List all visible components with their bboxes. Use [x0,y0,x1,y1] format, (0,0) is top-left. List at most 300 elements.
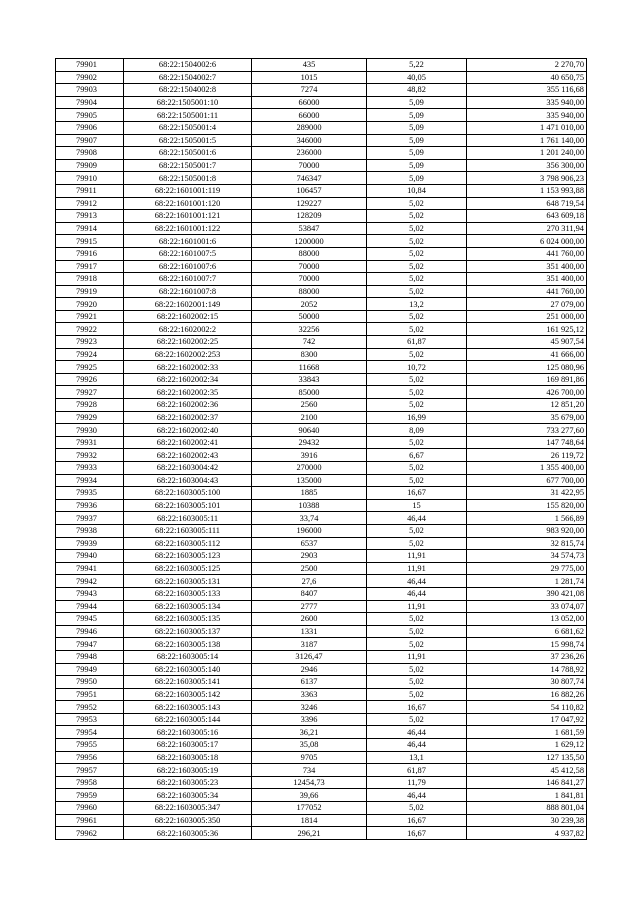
value-cell: 426 700,00 [467,386,587,399]
area-cell: 135000 [252,474,367,487]
table-row [56,121,587,134]
area-cell: 3126,47 [252,650,367,663]
area-cell: 2946 [252,663,367,676]
cadastral-number-cell: 68:22:1603005:34 [124,789,252,802]
rate-cell: 5,09 [367,121,467,134]
area-cell: 27,6 [252,575,367,588]
rate-cell: 61,87 [367,336,467,349]
table-row [56,688,587,701]
area-cell: 742 [252,336,367,349]
area-cell: 8407 [252,587,367,600]
row-number-cell: 79935 [56,487,124,500]
table-row [56,247,587,260]
row-number-cell: 79932 [56,449,124,462]
area-cell: 29432 [252,436,367,449]
rate-cell: 46,44 [367,575,467,588]
row-number-cell: 79921 [56,310,124,323]
table-row [56,676,587,689]
cadastral-number-cell: 68:22:1603005:101 [124,499,252,512]
cadastral-number-cell: 68:22:1504002:7 [124,71,252,84]
cadastral-number-cell: 68:22:1603005:100 [124,487,252,500]
row-number-cell: 79947 [56,638,124,651]
table-row [56,575,587,588]
cadastral-number-cell: 68:22:1603005:140 [124,663,252,676]
row-number-cell: 79938 [56,524,124,537]
cadastral-number-cell: 68:22:1603005:131 [124,575,252,588]
table-row [56,222,587,235]
table-row [56,827,587,840]
row-number-cell: 79944 [56,600,124,613]
table-row [56,336,587,349]
area-cell: 3187 [252,638,367,651]
cadastral-number-cell: 68:22:1603005:125 [124,562,252,575]
value-cell: 34 574,73 [467,550,587,563]
area-cell: 32256 [252,323,367,336]
rate-cell: 5,02 [367,323,467,336]
rate-cell: 5,09 [367,109,467,122]
cadastral-number-cell: 68:22:1601007:8 [124,285,252,298]
table-row [56,524,587,537]
row-number-cell: 79946 [56,625,124,638]
rate-cell: 5,02 [367,285,467,298]
value-cell: 1 681,59 [467,726,587,739]
rate-cell: 5,02 [367,688,467,701]
row-number-cell: 79960 [56,802,124,815]
value-cell: 351 400,00 [467,260,587,273]
cadastral-number-cell: 68:22:1601001:121 [124,210,252,223]
table-row [56,260,587,273]
row-number-cell: 79903 [56,84,124,97]
table-row [56,550,587,563]
area-cell: 66000 [252,96,367,109]
table-row [56,613,587,626]
rate-cell: 5,02 [367,310,467,323]
cadastral-number-cell: 68:22:1602002:41 [124,436,252,449]
rate-cell: 5,22 [367,59,467,72]
rate-cell: 16,67 [367,814,467,827]
rate-cell: 16,67 [367,487,467,500]
value-cell: 41 666,00 [467,348,587,361]
cadastral-number-cell: 68:22:1603004:43 [124,474,252,487]
value-cell: 17 047,92 [467,713,587,726]
cadastral-number-cell: 68:22:1603005:133 [124,587,252,600]
value-cell: 45 907,54 [467,336,587,349]
table-row [56,449,587,462]
row-number-cell: 79950 [56,676,124,689]
row-number-cell: 79912 [56,197,124,210]
area-cell: 50000 [252,310,367,323]
value-cell: 648 719,54 [467,197,587,210]
cadastral-number-cell: 68:22:1602002:40 [124,424,252,437]
value-cell: 2 270,70 [467,59,587,72]
value-cell: 1 201 240,00 [467,147,587,160]
cadastral-number-cell: 68:22:1602002:37 [124,411,252,424]
row-number-cell: 79940 [56,550,124,563]
row-number-cell: 79918 [56,273,124,286]
area-cell: 3246 [252,701,367,714]
value-cell: 13 052,00 [467,613,587,626]
rate-cell: 16,99 [367,411,467,424]
rate-cell: 11,91 [367,562,467,575]
rate-cell: 11,91 [367,650,467,663]
area-cell: 2560 [252,399,367,412]
table-row [56,310,587,323]
table-row [56,373,587,386]
value-cell: 169 891,86 [467,373,587,386]
row-number-cell: 79904 [56,96,124,109]
value-cell: 335 940,00 [467,96,587,109]
table-row [56,499,587,512]
rate-cell: 5,09 [367,147,467,160]
rate-cell: 5,02 [367,260,467,273]
value-cell: 1 629,12 [467,739,587,752]
area-cell: 90640 [252,424,367,437]
area-cell: 2600 [252,613,367,626]
area-cell: 346000 [252,134,367,147]
table-row [56,436,587,449]
value-cell: 15 998,74 [467,638,587,651]
value-cell: 127 135,50 [467,751,587,764]
row-number-cell: 79919 [56,285,124,298]
cadastral-number-cell: 68:22:1601001:6 [124,235,252,248]
area-cell: 2052 [252,298,367,311]
value-cell: 155 820,00 [467,499,587,512]
cadastral-number-cell: 68:22:1602002:34 [124,373,252,386]
rate-cell: 5,02 [367,197,467,210]
rate-cell: 61,87 [367,764,467,777]
table-row [56,424,587,437]
row-number-cell: 79955 [56,739,124,752]
table-row [56,776,587,789]
table-row [56,487,587,500]
row-number-cell: 79931 [56,436,124,449]
area-cell: 12454,73 [252,776,367,789]
table-row [56,713,587,726]
cadastral-number-cell: 68:22:1603005:134 [124,600,252,613]
table-row [56,814,587,827]
value-cell: 356 300,00 [467,159,587,172]
rate-cell: 5,02 [367,273,467,286]
rate-cell: 5,02 [367,676,467,689]
row-number-cell: 79907 [56,134,124,147]
rate-cell: 10,72 [367,361,467,374]
area-cell: 128209 [252,210,367,223]
cadastral-number-cell: 68:22:1603005:19 [124,764,252,777]
rate-cell: 5,02 [367,474,467,487]
table-body [56,59,587,840]
value-cell: 1 761 140,00 [467,134,587,147]
value-cell: 54 110,82 [467,701,587,714]
cadastral-number-cell: 68:22:1603005:23 [124,776,252,789]
rate-cell: 11,91 [367,600,467,613]
row-number-cell: 79927 [56,386,124,399]
value-cell: 45 412,58 [467,764,587,777]
rate-cell: 5,09 [367,134,467,147]
value-cell: 125 080,96 [467,361,587,374]
area-cell: 3396 [252,713,367,726]
value-cell: 3 798 906,23 [467,172,587,185]
value-cell: 31 422,95 [467,487,587,500]
area-cell: 236000 [252,147,367,160]
cadastral-number-cell: 68:22:1603005:138 [124,638,252,651]
area-cell: 6137 [252,676,367,689]
cadastral-number-cell: 68:22:1603005:135 [124,613,252,626]
table-row [56,235,587,248]
area-cell: 66000 [252,109,367,122]
area-cell: 85000 [252,386,367,399]
area-cell: 2500 [252,562,367,575]
table-row [56,751,587,764]
cadastral-value-table [55,58,587,840]
row-number-cell: 79911 [56,184,124,197]
table-row [56,96,587,109]
row-number-cell: 79905 [56,109,124,122]
row-number-cell: 79926 [56,373,124,386]
row-number-cell: 79962 [56,827,124,840]
table-row [56,462,587,475]
rate-cell: 5,02 [367,625,467,638]
area-cell: 2777 [252,600,367,613]
row-number-cell: 79929 [56,411,124,424]
area-cell: 33843 [252,373,367,386]
value-cell: 30 239,38 [467,814,587,827]
rate-cell: 5,02 [367,210,467,223]
cadastral-number-cell: 68:22:1603004:42 [124,462,252,475]
cadastral-number-cell: 68:22:1602002:35 [124,386,252,399]
cadastral-number-cell: 68:22:1505001:5 [124,134,252,147]
rate-cell: 5,02 [367,663,467,676]
value-cell: 1 841,81 [467,789,587,802]
cadastral-number-cell: 68:22:1603005:11 [124,512,252,525]
cadastral-number-cell: 68:22:1505001:11 [124,109,252,122]
rate-cell: 5,02 [367,802,467,815]
area-cell: 177052 [252,802,367,815]
area-cell: 289000 [252,121,367,134]
row-number-cell: 79949 [56,663,124,676]
area-cell: 10388 [252,499,367,512]
table-row [56,210,587,223]
area-cell: 746347 [252,172,367,185]
rate-cell: 13,1 [367,751,467,764]
table-row [56,348,587,361]
value-cell: 161 925,12 [467,323,587,336]
area-cell: 1331 [252,625,367,638]
value-cell: 33 074,07 [467,600,587,613]
row-number-cell: 79941 [56,562,124,575]
table-row [56,726,587,739]
area-cell: 435 [252,59,367,72]
cadastral-number-cell: 68:22:1602002:25 [124,336,252,349]
value-cell: 643 609,18 [467,210,587,223]
document-table-container [55,58,586,840]
area-cell: 70000 [252,260,367,273]
rate-cell: 11,91 [367,550,467,563]
area-cell: 53847 [252,222,367,235]
row-number-cell: 79937 [56,512,124,525]
cadastral-number-cell: 68:22:1603005:137 [124,625,252,638]
rate-cell: 46,44 [367,726,467,739]
area-cell: 1814 [252,814,367,827]
row-number-cell: 79945 [56,613,124,626]
rate-cell: 5,02 [367,399,467,412]
area-cell: 88000 [252,247,367,260]
area-cell: 11668 [252,361,367,374]
cadastral-number-cell: 68:22:1601007:6 [124,260,252,273]
table-row [56,197,587,210]
value-cell: 351 400,00 [467,273,587,286]
value-cell: 1 471 010,00 [467,121,587,134]
table-row [56,273,587,286]
table-row [56,650,587,663]
cadastral-number-cell: 68:22:1603005:350 [124,814,252,827]
cadastral-number-cell: 68:22:1505001:4 [124,121,252,134]
row-number-cell: 79957 [56,764,124,777]
value-cell: 12 851,20 [467,399,587,412]
rate-cell: 5,02 [367,436,467,449]
cadastral-number-cell: 68:22:1603005:141 [124,676,252,689]
value-cell: 1 153 993,88 [467,184,587,197]
value-cell: 270 311,94 [467,222,587,235]
area-cell: 734 [252,764,367,777]
cadastral-number-cell: 68:22:1603005:144 [124,713,252,726]
table-row [56,399,587,412]
value-cell: 441 760,00 [467,247,587,260]
table-row [56,411,587,424]
table-row [56,59,587,72]
rate-cell: 48,82 [367,84,467,97]
cadastral-number-cell: 68:22:1505001:10 [124,96,252,109]
cadastral-number-cell: 68:22:1601007:7 [124,273,252,286]
table-row [56,701,587,714]
area-cell: 70000 [252,159,367,172]
value-cell: 677 700,00 [467,474,587,487]
cadastral-number-cell: 68:22:1603005:111 [124,524,252,537]
row-number-cell: 79943 [56,587,124,600]
rate-cell: 13,2 [367,298,467,311]
rate-cell: 46,44 [367,587,467,600]
value-cell: 390 421,08 [467,587,587,600]
row-number-cell: 79913 [56,210,124,223]
table-row [56,600,587,613]
rate-cell: 5,02 [367,537,467,550]
cadastral-number-cell: 68:22:1602002:43 [124,449,252,462]
table-row [56,134,587,147]
table-row [56,474,587,487]
value-cell: 30 807,74 [467,676,587,689]
cadastral-number-cell: 68:22:1603005:16 [124,726,252,739]
value-cell: 6 681,62 [467,625,587,638]
table-row [56,323,587,336]
row-number-cell: 79908 [56,147,124,160]
cadastral-number-cell: 68:22:1603005:143 [124,701,252,714]
table-row [56,638,587,651]
cadastral-number-cell: 68:22:1505001:7 [124,159,252,172]
row-number-cell: 79930 [56,424,124,437]
value-cell: 37 236,26 [467,650,587,663]
table-row [56,172,587,185]
row-number-cell: 79956 [56,751,124,764]
rate-cell: 5,02 [367,524,467,537]
table-row [56,764,587,777]
table-row [56,789,587,802]
rate-cell: 5,02 [367,462,467,475]
value-cell: 16 882,26 [467,688,587,701]
area-cell: 35,08 [252,739,367,752]
rate-cell: 11,79 [367,776,467,789]
table-row [56,739,587,752]
cadastral-number-cell: 68:22:1603005:123 [124,550,252,563]
area-cell: 296,21 [252,827,367,840]
row-number-cell: 79923 [56,336,124,349]
table-row [56,159,587,172]
row-number-cell: 79922 [56,323,124,336]
value-cell: 733 277,60 [467,424,587,437]
row-number-cell: 79916 [56,247,124,260]
row-number-cell: 79959 [56,789,124,802]
rate-cell: 5,02 [367,373,467,386]
cadastral-number-cell: 68:22:1602002:33 [124,361,252,374]
value-cell: 355 116,68 [467,84,587,97]
table-row [56,361,587,374]
rate-cell: 5,02 [367,386,467,399]
rate-cell: 5,09 [367,172,467,185]
cadastral-number-cell: 68:22:1601001:122 [124,222,252,235]
row-number-cell: 79928 [56,399,124,412]
cadastral-number-cell: 68:22:1603005:14 [124,650,252,663]
table-row [56,386,587,399]
cadastral-number-cell: 68:22:1602002:15 [124,310,252,323]
rate-cell: 5,09 [367,96,467,109]
area-cell: 2100 [252,411,367,424]
area-cell: 2903 [252,550,367,563]
area-cell: 1885 [252,487,367,500]
value-cell: 32 815,74 [467,537,587,550]
table-row [56,625,587,638]
value-cell: 147 748,64 [467,436,587,449]
value-cell: 1 281,74 [467,575,587,588]
row-number-cell: 79954 [56,726,124,739]
cadastral-number-cell: 68:22:1602002:36 [124,399,252,412]
rate-cell: 40,05 [367,71,467,84]
area-cell: 8300 [252,348,367,361]
cadastral-number-cell: 68:22:1601001:119 [124,184,252,197]
value-cell: 4 937,82 [467,827,587,840]
row-number-cell: 79936 [56,499,124,512]
area-cell: 129227 [252,197,367,210]
cadastral-number-cell: 68:22:1602002:253 [124,348,252,361]
rate-cell: 10,84 [367,184,467,197]
cadastral-number-cell: 68:22:1601007:5 [124,247,252,260]
value-cell: 1 355 400,00 [467,462,587,475]
row-number-cell: 79906 [56,121,124,134]
rate-cell: 46,44 [367,739,467,752]
value-cell: 14 788,92 [467,663,587,676]
area-cell: 36,21 [252,726,367,739]
table-row [56,71,587,84]
area-cell: 7274 [252,84,367,97]
cadastral-number-cell: 68:22:1603005:17 [124,739,252,752]
row-number-cell: 79939 [56,537,124,550]
table-row [56,285,587,298]
table-row [56,537,587,550]
cadastral-number-cell: 68:22:1603005:142 [124,688,252,701]
row-number-cell: 79933 [56,462,124,475]
rate-cell: 46,44 [367,512,467,525]
rate-cell: 15 [367,499,467,512]
row-number-cell: 79952 [56,701,124,714]
value-cell: 27 079,00 [467,298,587,311]
row-number-cell: 79951 [56,688,124,701]
